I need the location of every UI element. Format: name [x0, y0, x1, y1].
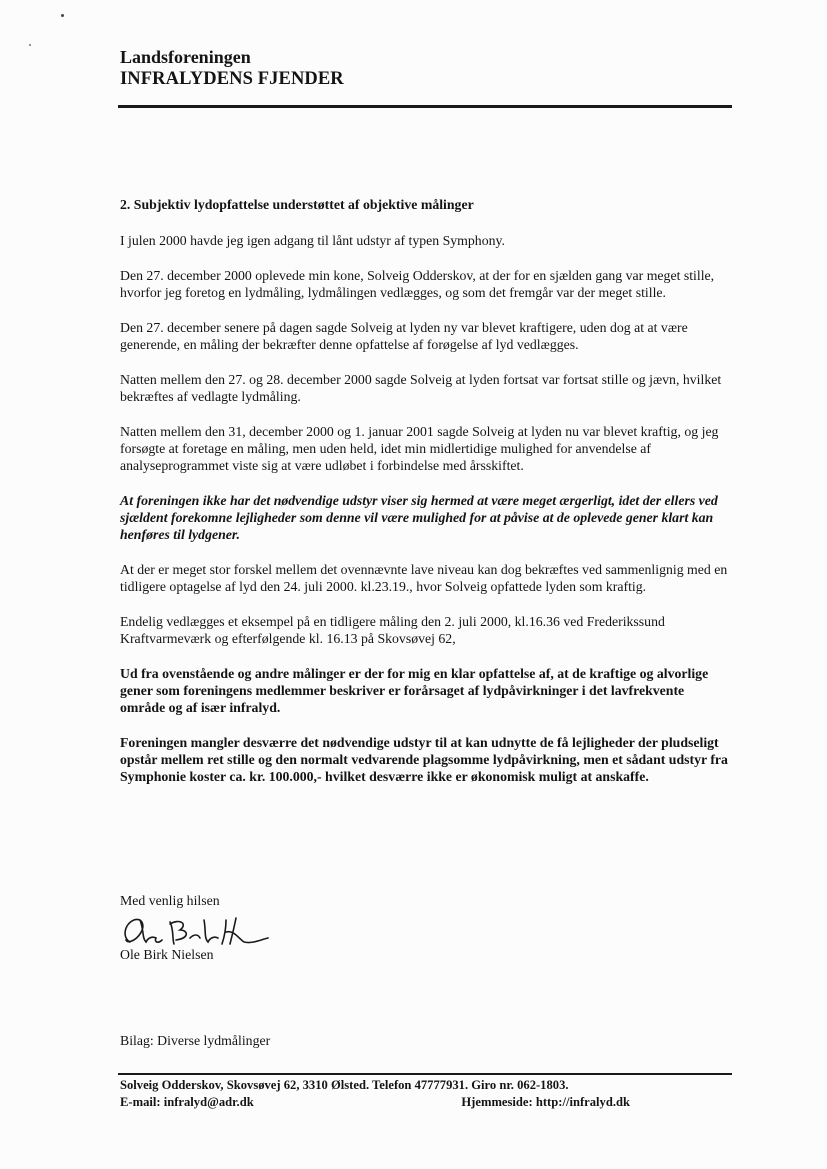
scan-speck: [29, 44, 31, 46]
scan-speck: [61, 14, 64, 17]
footer-divider: [118, 1073, 732, 1075]
paragraph: Natten mellem den 27. og 28. december 2000 sagde Solveig at lyden fortsat var fortsat stille og jævn, hvilket bekræftes af vedlagte lydmåling.: [120, 372, 722, 404]
paragraph: Den 27. december 2000 oplevede min kone, Solveig Odderskov, at der for en sjælden gang var meget stille, hvorfor jeg foretog en lydmåling, lydmålingen vedlægges, og som det fremgår var der meget stille.: [120, 268, 715, 300]
header-divider: [118, 105, 732, 108]
conclusion-paragraph: Ud fra ovenstående og andre målinger er der for mig en klar opfattelse af, at de kraftige og alvorlige gener som foreningens medlemmer beskriver er forårsaget af lydpåvirkninger i det lavfrekvente område og af især infralyd.: [120, 666, 709, 715]
paragraph: I julen 2000 havde jeg igen adgang til lånt udstyr af typen Symphony.: [120, 233, 505, 248]
footer-address: Solveig Odderskov, Skovsøvej 62, 3310 Ølsted. Telefon 47777931. Giro nr. 062-1803.: [120, 1078, 569, 1092]
paragraph: At der er meget stor forskel mellem det ovennævnte lave niveau kan dog bekræftes ved sammenlignig med en tidligere optagelse af lyd den 24. juli 2000. kl.23.19., hvor Solveig opfattede lyden som kraftig.: [120, 562, 728, 594]
org-name-line1: Landsforeningen: [120, 47, 251, 67]
paragraph: Den 27. december senere på dagen sagde Solveig at lyden ny var blevet kraftigere, uden dog at at være generende, en måling der bekræfter denne opfattelse af forøgelse af lyd vedlægges.: [120, 320, 688, 352]
section-title: 2. Subjektiv lydopfattelse understøttet af objektive målinger: [120, 197, 474, 212]
signer-name: Ole Birk Nielsen: [120, 947, 214, 962]
paragraph: Endelig vedlægges et eksempel på en tidligere måling den 2. juli 2000, kl.16.36 ved Frederikssund Kraftvarmeværk og efterfølgende kl. 16.13 på Skovsøvej 62,: [120, 614, 665, 646]
closing: Med venlig hilsen: [120, 893, 220, 908]
footer-website: Hjemmeside: http://infralyd.dk: [461, 1095, 630, 1109]
conclusion-paragraph: Foreningen mangler desværre det nødvendige udstyr til at kan udnytte de få lejligheder der pludseligt opstår mellem ret stille og den normalt vedvarende plagsomme lydpåvirkning, men et sådant udstyr fra Symphonie koster ca. kr. 100.000,- hvilket desværre ikke er økonomisk muligt at anskaffe.: [120, 735, 728, 784]
paragraph: Natten mellem den 31, december 2000 og 1. januar 2001 sagde Solveig at lyden nu var blevet kraftig, og jeg forsøgte at foretage en måling, men uden held, idet min midlertidige mulighed for anvendelse af analyseprogrammet viste sig at være udløbet i forbindelse med årsskiftet.: [120, 424, 719, 473]
emphasis-paragraph: At foreningen ikke har det nødvendige udstyr viser sig hermed at være meget ærgerligt, idet der ellers ved sjældent forekomne lejligheder som denne vil være mulighed for at påvise at de oplevede gener klart kan henføres til lydgener.: [120, 493, 718, 542]
footer: [120, 1077, 640, 1111]
letterhead: [120, 47, 344, 90]
footer-contact-row: [120, 1094, 630, 1111]
attachment-note: Bilag: Diverse lydmålinger: [120, 1033, 271, 1048]
footer-email: E-mail: infralyd@adr.dk: [120, 1095, 254, 1109]
letter-body: [120, 196, 730, 803]
org-name-line2: INFRALYDENS FJENDER: [120, 69, 344, 89]
